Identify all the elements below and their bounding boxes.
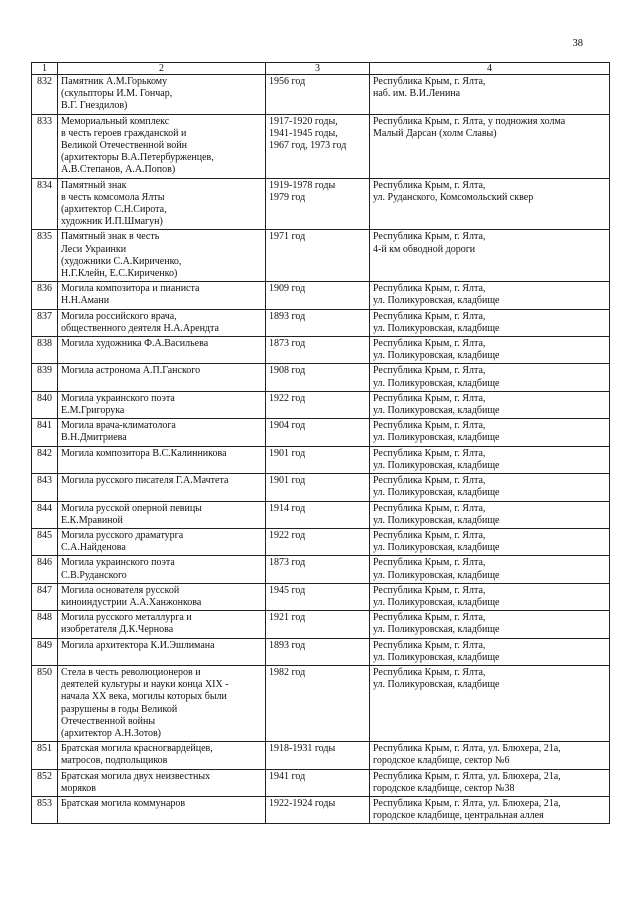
- table-row: [32, 501, 610, 528]
- cell-location: Республика Крым, г. Ялта, ул. Поликуровская, кладбище: [370, 364, 610, 391]
- cell-location: Республика Крым, г. Ялта, ул. Поликуровская, кладбище: [370, 665, 610, 741]
- cell-name: Могила русской оперной певицы Е.К.Мравиной: [58, 501, 266, 528]
- cell-name: Могила художника Ф.А.Васильева: [58, 337, 266, 364]
- cell-name: Могила русского металлурга и изобретателя Д.К.Чернова: [58, 611, 266, 638]
- cell-location: Республика Крым, г. Ялта, ул. Поликуровская, кладбище: [370, 556, 610, 583]
- cell-date: 1945 год: [266, 583, 370, 610]
- cell-date: 1909 год: [266, 282, 370, 309]
- header-row: [32, 63, 610, 75]
- cell-location: Республика Крым, г. Ялта, ул. Поликуровская, кладбище: [370, 391, 610, 418]
- cell-location: Республика Крым, г. Ялта, 4-й км обводной дороги: [370, 230, 610, 282]
- column-header-number: 1: [32, 63, 58, 75]
- cell-number: 833: [32, 114, 58, 178]
- cell-name: Могила российского врача, общественного деятеля Н.А.Арендта: [58, 309, 266, 336]
- cell-location: Республика Крым, г. Ялта, у подножия холма Малый Дарсан (холм Славы): [370, 114, 610, 178]
- cell-date: 1901 год: [266, 474, 370, 501]
- cell-location: Республика Крым, г. Ялта, ул. Руданского, Комсомольский сквер: [370, 178, 610, 230]
- table-row: [32, 583, 610, 610]
- cell-name: Братская могила красногвардейцев, матросов, подпольщиков: [58, 742, 266, 769]
- cell-number: 844: [32, 501, 58, 528]
- cell-number: 850: [32, 665, 58, 741]
- cell-date: 1922 год: [266, 528, 370, 555]
- cell-date: 1908 год: [266, 364, 370, 391]
- cell-name: Мемориальный комплекс в честь героев гражданской и Великой Отечественной войн (архитекторы В.А.Петербурженцев, А.В.Степанов, А.А.Попов): [58, 114, 266, 178]
- cell-date: 1922 год: [266, 391, 370, 418]
- cell-location: Республика Крым, г. Ялта, ул. Поликуровская, кладбище: [370, 309, 610, 336]
- cell-number: 838: [32, 337, 58, 364]
- cell-name: Братская могила двух неизвестных моряков: [58, 769, 266, 796]
- cell-date: 1914 год: [266, 501, 370, 528]
- cell-location: Республика Крым, г. Ялта, ул. Поликуровская, кладбище: [370, 419, 610, 446]
- cell-number: 845: [32, 528, 58, 555]
- cell-number: 842: [32, 446, 58, 473]
- cell-name: Могила украинского поэта С.В.Руданского: [58, 556, 266, 583]
- column-header-location: 4: [370, 63, 610, 75]
- cell-number: 852: [32, 769, 58, 796]
- table-row: [32, 446, 610, 473]
- table-row: [32, 114, 610, 178]
- cell-number: 839: [32, 364, 58, 391]
- cell-name: Памятный знак в честь Леси Украинки (художники С.А.Кириченко, Н.Г.Клейн, Е.С.Кириченко): [58, 230, 266, 282]
- cell-number: 851: [32, 742, 58, 769]
- cell-number: 847: [32, 583, 58, 610]
- page-number: 38: [572, 38, 583, 49]
- cell-date: 1904 год: [266, 419, 370, 446]
- cell-date: 1873 год: [266, 556, 370, 583]
- cell-location: Республика Крым, г. Ялта, ул. Поликуровская, кладбище: [370, 282, 610, 309]
- cell-date: 1918-1931 годы: [266, 742, 370, 769]
- cell-date: 1956 год: [266, 75, 370, 115]
- cell-location: Республика Крым, г. Ялта, наб. им. В.И.Ленина: [370, 75, 610, 115]
- table-row: [32, 230, 610, 282]
- cell-name: Памятник А.М.Горькому (скульпторы И.М. Гончар, В.Г. Гнездилов): [58, 75, 266, 115]
- cell-date: 1921 год: [266, 611, 370, 638]
- cell-date: 1901 год: [266, 446, 370, 473]
- cell-name: Могила русского писателя Г.А.Мачтета: [58, 474, 266, 501]
- cell-location: Республика Крым, г. Ялта, ул. Поликуровская, кладбище: [370, 611, 610, 638]
- cell-location: Республика Крым, г. Ялта, ул. Блюхера, 21а, городское кладбище, центральная аллея: [370, 796, 610, 823]
- cell-name: Могила астронома А.П.Ганского: [58, 364, 266, 391]
- cell-number: 834: [32, 178, 58, 230]
- table-row: [32, 556, 610, 583]
- table-row: [32, 611, 610, 638]
- table-row: [32, 178, 610, 230]
- cell-name: Могила архитектора К.И.Эшлимана: [58, 638, 266, 665]
- cell-number: 841: [32, 419, 58, 446]
- cell-name: Могила украинского поэта Е.М.Григорука: [58, 391, 266, 418]
- cell-name: Могила врача-климатолога В.Н.Дмитриева: [58, 419, 266, 446]
- cell-date: 1893 год: [266, 309, 370, 336]
- cell-name: Могила композитора В.С.Калинникова: [58, 446, 266, 473]
- table-row: [32, 75, 610, 115]
- cell-location: Республика Крым, г. Ялта, ул. Блюхера, 21а, городское кладбище, сектор №38: [370, 769, 610, 796]
- cell-name: Памятный знак в честь комсомола Ялты (архитектор С.Н.Сирота, художник И.П.Шмагун): [58, 178, 266, 230]
- column-header-name: 2: [58, 63, 266, 75]
- cell-date: 1873 год: [266, 337, 370, 364]
- cell-location: Республика Крым, г. Ялта, ул. Поликуровская, кладбище: [370, 583, 610, 610]
- cell-location: Республика Крым, г. Ялта, ул. Поликуровская, кладбище: [370, 474, 610, 501]
- table-row: [32, 282, 610, 309]
- table-row: [32, 391, 610, 418]
- cell-date: 1971 год: [266, 230, 370, 282]
- cell-name: Могила композитора и пианиста Н.Н.Амани: [58, 282, 266, 309]
- cell-location: Республика Крым, г. Ялта, ул. Блюхера, 21а, городское кладбище, сектор №6: [370, 742, 610, 769]
- cell-date: 1982 год: [266, 665, 370, 741]
- table-row: [32, 742, 610, 769]
- cell-number: 832: [32, 75, 58, 115]
- cell-name: Могила основателя русской киноиндустрии А.А.Ханжонкова: [58, 583, 266, 610]
- cell-location: Республика Крым, г. Ялта, ул. Поликуровская, кладбище: [370, 638, 610, 665]
- table-row: [32, 419, 610, 446]
- cell-name: Братская могила коммунаров: [58, 796, 266, 823]
- table-body: [32, 75, 610, 824]
- cell-date: 1922-1924 годы: [266, 796, 370, 823]
- table-row: [32, 638, 610, 665]
- table-row: [32, 474, 610, 501]
- cell-number: 853: [32, 796, 58, 823]
- cell-location: Республика Крым, г. Ялта, ул. Поликуровская, кладбище: [370, 528, 610, 555]
- table-row: [32, 337, 610, 364]
- cell-number: 849: [32, 638, 58, 665]
- monuments-table: [31, 62, 610, 824]
- cell-location: Республика Крым, г. Ялта, ул. Поликуровская, кладбище: [370, 446, 610, 473]
- cell-date: 1917-1920 годы, 1941-1945 годы, 1967 год, 1973 год: [266, 114, 370, 178]
- cell-location: Республика Крым, г. Ялта, ул. Поликуровская, кладбище: [370, 501, 610, 528]
- cell-date: 1893 год: [266, 638, 370, 665]
- cell-number: 848: [32, 611, 58, 638]
- table-row: [32, 665, 610, 741]
- cell-number: 846: [32, 556, 58, 583]
- cell-location: Республика Крым, г. Ялта, ул. Поликуровская, кладбище: [370, 337, 610, 364]
- table-row: [32, 309, 610, 336]
- cell-number: 840: [32, 391, 58, 418]
- table-row: [32, 796, 610, 823]
- cell-number: 835: [32, 230, 58, 282]
- cell-number: 843: [32, 474, 58, 501]
- column-header-date: 3: [266, 63, 370, 75]
- cell-date: 1941 год: [266, 769, 370, 796]
- table-row: [32, 769, 610, 796]
- table-row: [32, 364, 610, 391]
- cell-name: Могила русского драматурга С.А.Найденова: [58, 528, 266, 555]
- cell-number: 836: [32, 282, 58, 309]
- cell-number: 837: [32, 309, 58, 336]
- table-row: [32, 528, 610, 555]
- cell-date: 1919-1978 годы 1979 год: [266, 178, 370, 230]
- cell-name: Стела в честь революционеров и деятелей культуры и науки конца XIX - начала XX века, могилы которых были разрушены в годы Великой Отечественной войны (архитектор А.Н.Зотов): [58, 665, 266, 741]
